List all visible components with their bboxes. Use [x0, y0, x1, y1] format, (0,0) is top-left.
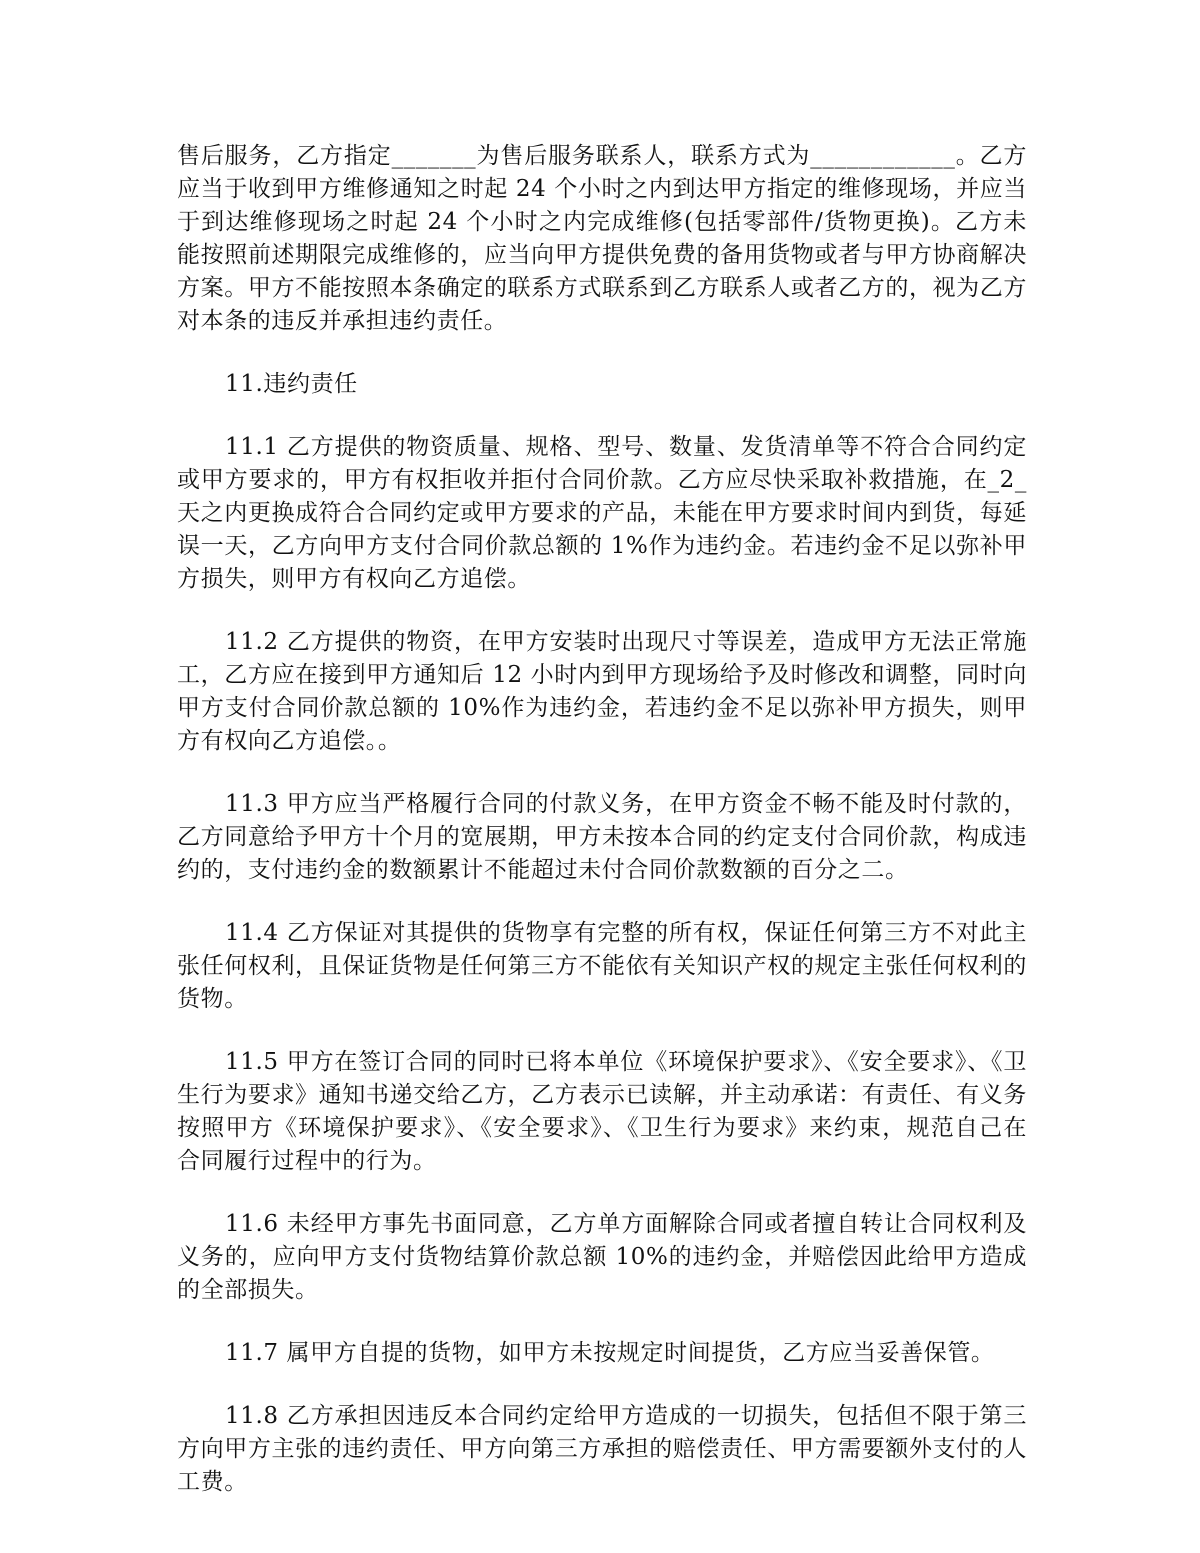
clause-11-8: 11.8 乙方承担因违反本合同约定给甲方造成的一切损失，包括但不限于第三方向甲方主张的违约责任、甲方向第三方承担的赔偿责任、甲方需要额外支付的人工费。 — [177, 1403, 1027, 1495]
clause-11-4: 11.4 乙方保证对其提供的货物享有完整的所有权，保证任何第三方不对此主张任何权利，且保证货物是任何第三方不能依有关知识产权的规定主张任何权利的货物。 — [177, 920, 1027, 1012]
clause-11-5: 11.5 甲方在签订合同的同时已将本单位《环境保护要求》、《安全要求》、《卫生行为要求》通知书递交给乙方，乙方表示已读解，并主动承诺：有责任、有义务按照甲方《环境保护要求》、《安全要求》、《卫生行为要求》来约束，规范自己在合同履行过程中的行为。 — [177, 1049, 1027, 1174]
paragraph-after-sales-service: 售后服务，乙方指定_______为售后服务联系人，联系方式为____________。乙方应当于收到甲方维修通知之时起 24 个小时之内到达甲方指定的维修现场，并应当于到达维修现场之时起 24 个小时之内完成维修(包括零部件/货物更换)。乙方未能按照前述期限完成维修的，应当向甲方提供免费的备用货物或者与甲方协商解决方案。甲方不能按照本条确定的联系方式联系到乙方联系人或者乙方的，视为乙方对本条的违反并承担违约责任。 — [177, 143, 1027, 334]
clause-11-7: 11.7 属甲方自提的货物，如甲方未按规定时间提货，乙方应当妥善保管。 — [225, 1340, 995, 1366]
clause-11-2: 11.2 乙方提供的物资，在甲方安装时出现尺寸等误差，造成甲方无法正常施工，乙方应在接到甲方通知后 12 小时内到甲方现场给予及时修改和调整，同时向甲方支付合同价款总额的 10%作为违约金，若违约金不足以弥补甲方损失，则甲方有权向乙方追偿。。 — [177, 629, 1027, 754]
clause-11-6: 11.6 未经甲方事先书面同意，乙方单方面解除合同或者擅自转让合同权利及义务的，应向甲方支付货物结算价款总额 10%的违约金，并赔偿因此给甲方造成的全部损失。 — [177, 1211, 1027, 1303]
clause-11-1: 11.1 乙方提供的物资质量、规格、型号、数量、发货清单等不符合合同约定或甲方要求的，甲方有权拒收并拒付合同价款。乙方应尽快采取补救措施，在_2_天之内更换成符合合同约定或甲方要求的产品，未能在甲方要求时间内到货，每延误一天，乙方向甲方支付合同价款总额的 1%作为违约金。若违约金不足以弥补甲方损失，则甲方有权向乙方追偿。 — [177, 434, 1027, 592]
section-heading-breach-liability: 11.违约责任 — [225, 371, 358, 397]
document-page — [177, 140, 1027, 1529]
clause-11-3: 11.3 甲方应当严格履行合同的付款义务，在甲方资金不畅不能及时付款的，乙方同意给予甲方十个月的宽展期，甲方未按本合同的约定支付合同价款，构成违约的，支付违约金的数额累计不能超过未付合同价款数额的百分之二。 — [177, 791, 1027, 883]
